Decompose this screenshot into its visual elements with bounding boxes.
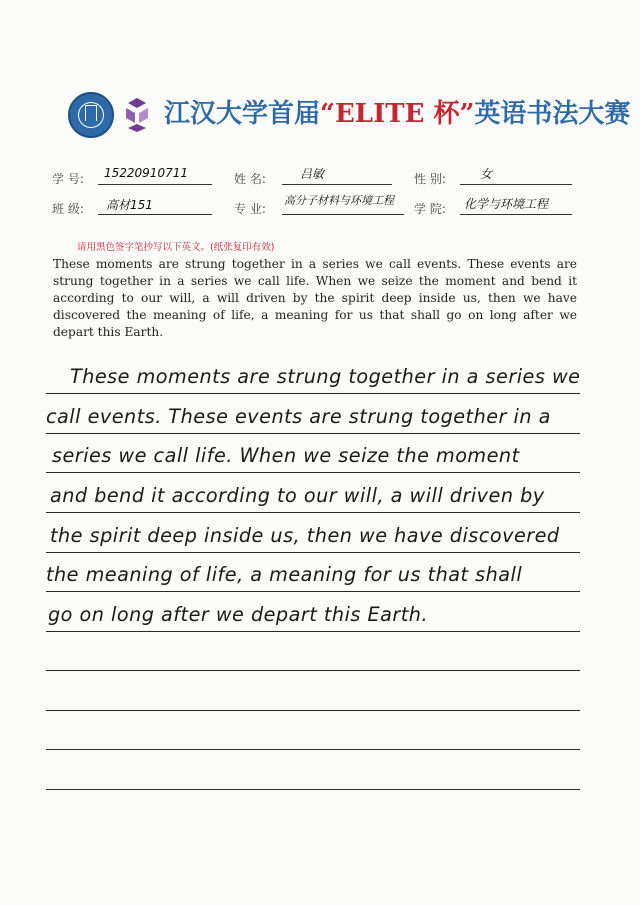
handwritten-line: the spirit deep inside us, then we have discovered bbox=[50, 524, 560, 547]
major-value: 高分子材料与环境工程 bbox=[284, 194, 394, 207]
writing-line bbox=[46, 749, 580, 750]
source-passage: These moments are strung together in a series we call events. These events are strung together in a series we call life. When we seize the moment and bend it according to our will, a will driven by the spirit deep inside us, then we have discovered the meaning of life, a meaning for us that shall go on long after we depart this Earth. bbox=[53, 257, 577, 339]
university-seal bbox=[68, 92, 114, 138]
handwritten-line: series we call life. When we seize the moment bbox=[52, 444, 520, 467]
handwritten-line: go on long after we depart this Earth. bbox=[48, 603, 429, 626]
writing-line bbox=[46, 670, 580, 671]
major-label: 专 业: bbox=[234, 202, 266, 216]
gender-value: 女 bbox=[480, 167, 493, 181]
gender-label: 性 别: bbox=[414, 172, 446, 186]
name-value: 吕敏 bbox=[300, 167, 325, 181]
writing-line bbox=[46, 789, 580, 790]
handwritten-line: and bend it according to our will, a will driven by bbox=[50, 484, 545, 507]
writing-line bbox=[46, 710, 580, 711]
handwritten-line: These moments are strung together in a series we bbox=[70, 365, 581, 388]
page-title: 江汉大学首届“ELITE 杯”英语书法大赛 bbox=[164, 99, 631, 129]
handwritten-line: the meaning of life, a meaning for us that shall bbox=[46, 563, 523, 586]
student-id-label: 学 号: bbox=[52, 172, 84, 186]
school-label: 学 院: bbox=[414, 202, 446, 216]
handwritten-line: call events. These events are strung together in a bbox=[46, 405, 551, 428]
class-value: 高材151 bbox=[106, 198, 153, 212]
name-label: 姓 名: bbox=[234, 172, 266, 186]
student-id-value: 15220910711 bbox=[104, 166, 188, 180]
school-value: 化学与环境工程 bbox=[464, 197, 549, 211]
class-label: 班 级: bbox=[52, 202, 84, 216]
copy-instruction: 请用黑色签字笔抄写以下英文。(纸张复印有效) bbox=[77, 242, 275, 253]
contest-logo bbox=[122, 98, 152, 132]
